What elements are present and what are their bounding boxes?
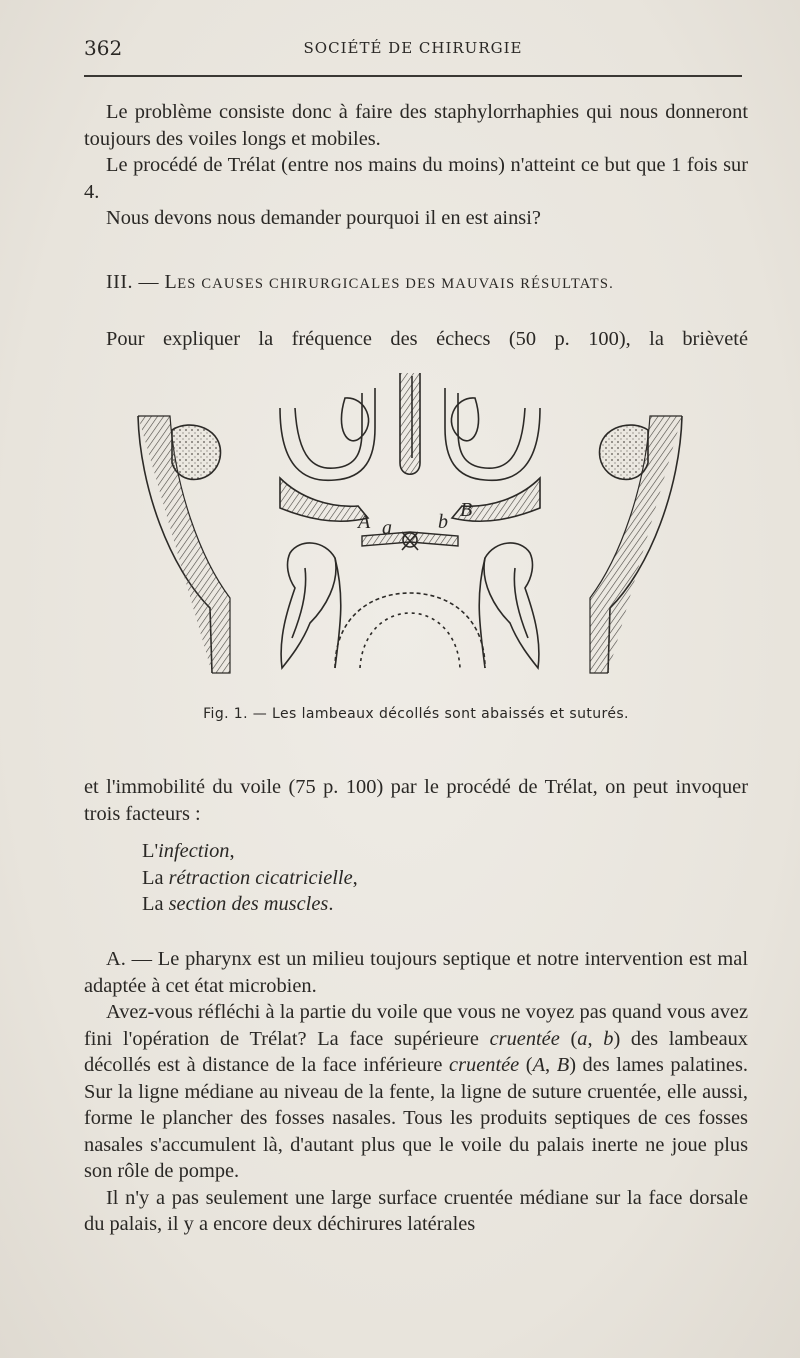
section-number: III. —: [106, 271, 159, 293]
intro-block: [84, 99, 748, 232]
factors-list: [142, 838, 542, 918]
paragraph: A. — Le pharynx est un milieu toujours septique et notre intervention est mal adaptée à cet état microbien.: [84, 948, 748, 997]
paragraph: Le problème consiste donc à faire des staphylorrhaphies qui nous donneront toujours des voiles longs et mobiles.: [84, 101, 748, 150]
figure-label-A: A: [358, 511, 371, 533]
figure-caption: Fig. 1. — Les lambeaux décollés sont abaissés et suturés.: [203, 706, 629, 722]
continuation-block: [84, 774, 748, 827]
paragraph: Il n'y a pas seulement une large surface cruentée médiane sur la face dorsale du palais, il y a encore deux déchirures latérales: [84, 1186, 748, 1235]
paragraph: Le procédé de Trélat (entre nos mains du moins) n'atteint ce but que 1 fois sur 4.: [84, 154, 748, 203]
page-header: [84, 36, 742, 62]
figure-label-B: B: [460, 499, 473, 521]
section-intro-block: [84, 326, 748, 353]
figure-label-b: b: [438, 511, 448, 533]
paragraph: Avez-vous réfléchi à la partie du voile que vous ne voyez pas quand vous avez fini l'opération de Trélat? La face supérieure cruentée (a, b) des lambeaux décollés est à distance de la face inférieure cruentée (A, B) des lames palatines. Sur la ligne médiane au niveau de la fente, la ligne de suture cruentée, elle aussi, forme le plancher des fosses nasales. Tous les produits septiques de ces fosses nasales s'accumulent là, d'autant plus que le voile du palais inerte ne joue plus son rôle de pompe.: [84, 1001, 749, 1182]
anatomical-figure: [130, 368, 690, 698]
paragraph: Nous devons nous demander pourquoi il en est ainsi?: [106, 207, 541, 229]
section-title: ES CAUSES CHIRURGICALES DES MAUVAIS RÉSULTATS.: [177, 276, 614, 292]
paragraph: et l'immobilité du voile (75 p. 100) par le procédé de Trélat, on peut invoquer trois facteurs :: [84, 776, 748, 825]
body-block: [84, 946, 748, 1238]
factor-item: La rétraction cicatricielle,: [142, 866, 358, 889]
page-number: 362: [84, 36, 123, 60]
section-first-letter: L: [164, 271, 178, 293]
header-rule: [84, 75, 742, 77]
factor-item: L'infection,: [142, 840, 235, 862]
running-head: SOCIÉTÉ DE CHIRURGIE: [303, 39, 523, 57]
factor-item: La section des muscles.: [142, 893, 334, 915]
figure-drawing: [138, 373, 682, 673]
figure-label-a: a: [382, 517, 392, 539]
paragraph: Pour expliquer la fréquence des échecs (50 p. 100), la brièveté: [106, 328, 748, 350]
section-heading: [106, 271, 746, 294]
